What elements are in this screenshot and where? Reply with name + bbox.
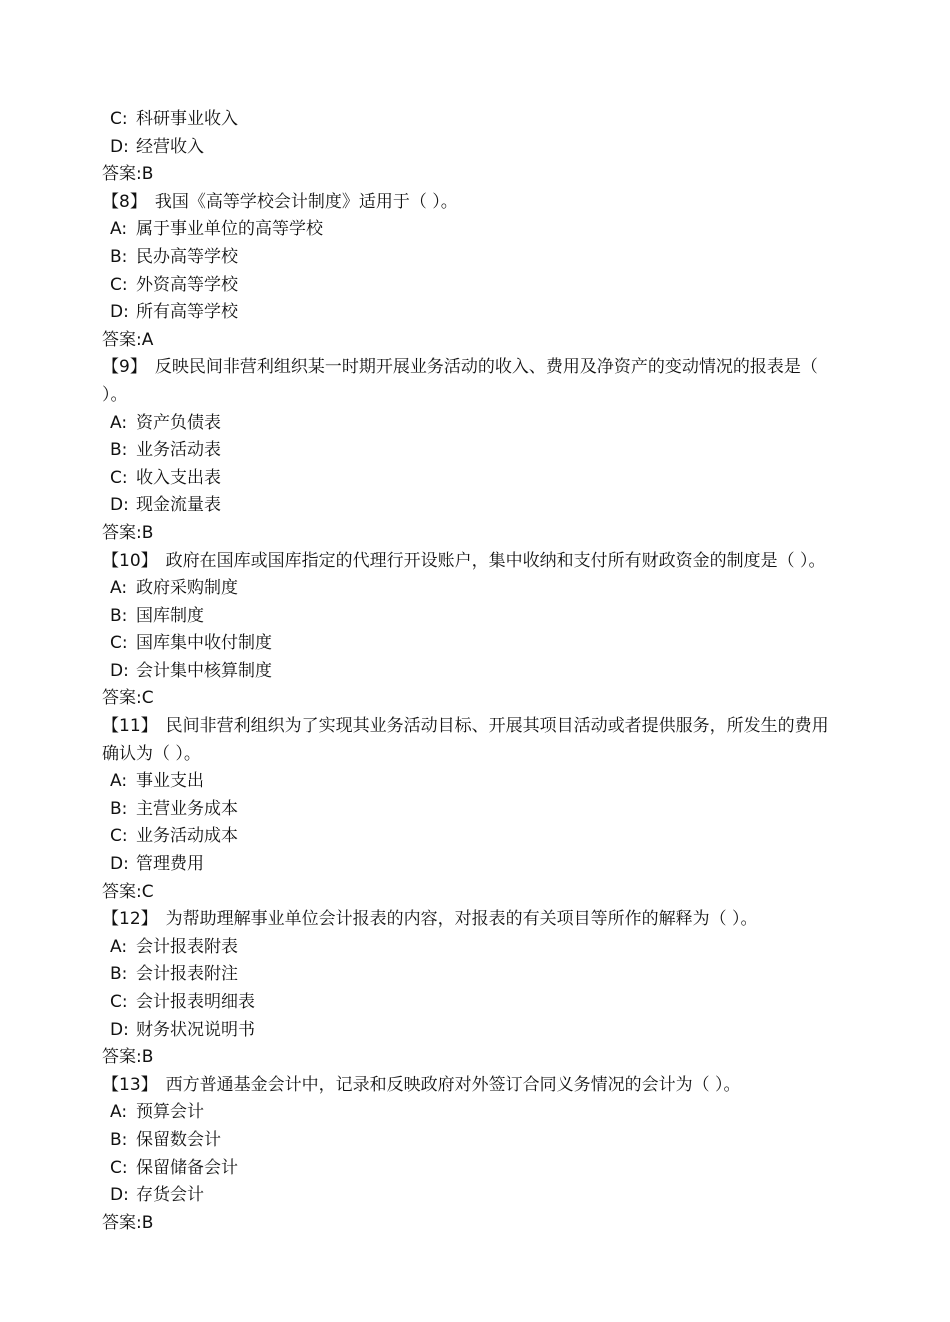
- option-letter: B:: [110, 1129, 128, 1150]
- question-list: [102, 106, 837, 1237]
- option-text: 会计报表附注: [136, 964, 238, 985]
- option-letter: B:: [110, 440, 128, 461]
- option-letter: C:: [110, 1157, 128, 1178]
- option-letter: C:: [110, 992, 128, 1012]
- question-line: [102, 713, 837, 768]
- question-line: [102, 906, 837, 934]
- option-line: [102, 492, 837, 520]
- question-text: 民间非营利组织为了实现其业务活动目标、开展其项目活动或者提供服务，所发生的费用确认为（ ）。: [102, 716, 829, 764]
- answer-value: B: [141, 1047, 154, 1068]
- option-text: 财务状况说明书: [136, 1019, 255, 1040]
- option-line: [102, 796, 837, 824]
- option-text: 政府采购制度: [136, 578, 238, 599]
- answer-value: B: [141, 522, 154, 543]
- option-text: 资产负债表: [136, 412, 221, 433]
- option-line: [102, 575, 837, 603]
- option-text: 属于事业单位的高等学校: [136, 219, 323, 240]
- option-line: [102, 961, 837, 989]
- option-line: [102, 1017, 837, 1045]
- option-letter: C:: [110, 467, 128, 488]
- option-letter: A:: [110, 936, 128, 957]
- option-letter: D:: [110, 495, 129, 516]
- question-line: [102, 1072, 837, 1100]
- question-text: 为帮助理解事业单位会计报表的内容，对报表的有关项目等所作的解释为（ ）。: [165, 909, 758, 930]
- answer-value: C: [141, 688, 154, 709]
- option-letter: D:: [110, 660, 129, 681]
- option-letter: A:: [110, 412, 128, 433]
- question-text: 政府在国库或国库指定的代理行开设账户，集中收纳和支付所有财政资金的制度是（ ）。: [165, 550, 826, 571]
- answer-label: 答案:: [102, 1047, 142, 1068]
- answer-label: 答案:: [102, 688, 142, 709]
- option-line: [102, 272, 837, 300]
- answer-line: [102, 327, 837, 355]
- question-line: [102, 189, 837, 217]
- option-letter: D:: [110, 854, 129, 875]
- answer-line: [102, 1044, 837, 1072]
- option-line: [102, 134, 837, 162]
- question-number: 【11】: [102, 716, 158, 737]
- option-line: [102, 1127, 837, 1155]
- question-line: [102, 354, 837, 409]
- option-text: 保留数会计: [136, 1129, 221, 1150]
- answer-line: [102, 1210, 837, 1238]
- question-text: 西方普通基金会计中，记录和反映政府对外签订合同义务情况的会计为（ ）。: [165, 1074, 741, 1095]
- option-line: [102, 603, 837, 631]
- option-text: 管理费用: [136, 854, 204, 875]
- option-line: [102, 106, 837, 134]
- option-letter: B:: [110, 246, 128, 267]
- question-text: 反映民间非营利组织某一时期开展业务活动的收入、费用及净资产的变动情况的报表是（ ）。: [102, 357, 818, 405]
- option-text: 存货会计: [136, 1185, 204, 1206]
- question-number: 【9】: [102, 357, 147, 378]
- option-letter: D:: [110, 1185, 129, 1206]
- answer-label: 答案:: [102, 164, 142, 185]
- option-letter: B:: [110, 798, 128, 819]
- option-line: [102, 410, 837, 438]
- option-text: 现金流量表: [136, 495, 221, 516]
- option-line: [102, 465, 837, 493]
- option-letter: A:: [110, 219, 128, 240]
- option-line: [102, 437, 837, 465]
- option-line: [102, 216, 837, 244]
- option-line: [102, 1155, 837, 1183]
- option-text: 所有高等学校: [136, 302, 238, 323]
- option-line: [102, 244, 837, 272]
- answer-label: 答案:: [102, 881, 142, 902]
- answer-line: [102, 685, 837, 713]
- option-text: 收入支出表: [136, 467, 221, 488]
- option-letter: D:: [110, 1019, 129, 1040]
- option-letter: A:: [110, 1102, 128, 1123]
- option-line: [102, 768, 837, 796]
- option-line: [102, 299, 837, 327]
- option-text: 业务活动成本: [136, 826, 238, 847]
- question-number: 【8】: [102, 191, 147, 212]
- option-line: [102, 851, 837, 879]
- option-text: 国库集中收付制度: [136, 633, 272, 654]
- question-line: [102, 548, 837, 576]
- option-letter: C:: [110, 109, 128, 129]
- option-text: 国库制度: [136, 605, 204, 626]
- option-letter: C:: [110, 826, 128, 847]
- option-letter: C:: [110, 633, 128, 654]
- option-line: [102, 630, 837, 658]
- option-line: [102, 989, 837, 1017]
- option-letter: A:: [110, 771, 128, 792]
- option-text: 事业支出: [136, 771, 204, 792]
- option-text: 外资高等学校: [136, 274, 238, 295]
- option-text: 经营收入: [136, 136, 204, 157]
- question-number: 【12】: [102, 909, 158, 930]
- option-letter: A:: [110, 578, 128, 599]
- answer-line: [102, 879, 837, 907]
- question-number: 【13】: [102, 1074, 158, 1095]
- option-text: 主营业务成本: [136, 798, 238, 819]
- option-letter: D:: [110, 302, 129, 323]
- option-text: 会计报表附表: [136, 936, 238, 957]
- answer-line: [102, 161, 837, 189]
- option-text: 科研事业收入: [136, 109, 238, 129]
- answer-label: 答案:: [102, 329, 142, 350]
- question-text: 我国《高等学校会计制度》适用于（ ）。: [154, 191, 458, 212]
- option-line: [102, 823, 837, 851]
- option-letter: B:: [110, 964, 128, 985]
- option-line: [102, 658, 837, 686]
- answer-value: C: [141, 881, 154, 902]
- option-text: 保留储备会计: [136, 1157, 238, 1178]
- option-text: 会计报表明细表: [136, 992, 255, 1012]
- option-text: 会计集中核算制度: [136, 660, 272, 681]
- option-line: [102, 934, 837, 962]
- answer-value: B: [141, 164, 154, 185]
- option-text: 预算会计: [136, 1102, 204, 1123]
- answer-label: 答案:: [102, 522, 142, 543]
- question-number: 【10】: [102, 550, 158, 571]
- option-line: [102, 1099, 837, 1127]
- option-text: 业务活动表: [136, 440, 221, 461]
- answer-value: A: [141, 329, 154, 350]
- answer-line: [102, 520, 837, 548]
- option-letter: B:: [110, 605, 128, 626]
- option-letter: C:: [110, 274, 128, 295]
- answer-value: B: [141, 1212, 154, 1233]
- option-letter: D:: [110, 136, 129, 157]
- answer-label: 答案:: [102, 1212, 142, 1233]
- option-line: [102, 1182, 837, 1210]
- option-text: 民办高等学校: [136, 246, 238, 267]
